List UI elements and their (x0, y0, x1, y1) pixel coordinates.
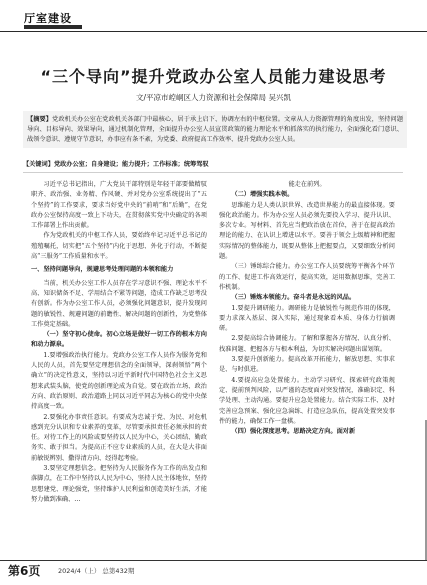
subheading: （一）坚守初心使命。初心立场是做好一切工作的根本方向和动力源泉。 (31, 331, 207, 349)
abstract-label: 【摘要】 (27, 116, 53, 123)
subheading: （三）锤炼本领能力。奋斗者是永远的风品。 (231, 294, 356, 302)
paragraph: 思维能力是人类认识世界、改造世界能力的最直接体现。要强化政治能力。作为办公室人员必须先要投入学习、提升认识、多次专业。写材料、首先应当把政治放在首位，善于在提高政治理论的能力、在认识上增进以水平。要善于领会上级精神和把握实际情况的整体能力，既要从整体上把握要点，又要细致分析问题。 (219, 201, 395, 261)
section-tab: 厅室建设 (24, 12, 72, 25)
section-heading: 一、坚持问题导向，规避思考处理问题的本领和能力 (31, 266, 174, 274)
paragraph: 习近平总书记指出，广大党员干部特别是年轻干部要做精驭职齐、政治强、业务精、作风硬、并对党办公室系统提出了“五个坚持”的工作要求，要求当好党中央的“前哨”和“后勤”，在党政办公室保持高度一致上下功夫，在贯彻落实党中央确定的各项工作部署上作出贡献。 (31, 181, 207, 230)
paragraph: 能走在前列。 (288, 181, 326, 188)
left-column (31, 180, 207, 554)
paragraph: 4.要提高应急处置能力。主动学习研究、探索研究政策规定、提前预判风险，以严谨的态度面对突发情况，准确识定、科学处理、主动沟通。要提升应急处置能力。结合实际工作、及时完善应急预案、强化应急演练、打造应急队伍，提高处置突发事件的能力，确保工作一盘棋。 (219, 376, 395, 425)
footer-divider (0, 560, 427, 561)
section-tab-bar (24, 25, 82, 29)
header-divider (0, 31, 427, 32)
paragraph: （三）锤练综合能力。办公室工作人员要统筹平衡各个环节的工作、促进工作高效运行，提高实效，运用数据思维，完善工作机制。 (219, 263, 395, 291)
keywords-divider (23, 172, 403, 173)
paragraph: 1.要提升调研能力。调研能力是敏锐性与规范作用的体现，要力求深入基层、深入实际，通过现象看本质、身体力行搞调研。 (219, 304, 395, 333)
paragraph: 3.要坚定理想信念。把坚持为人民服务作为工作的出发点和落脚点，在工作中坚持以人民为中心，坚持人民主体地位，坚持思想建党、理论强党，坚持维护人民利益和创造美好生活，才能努力做到准确、… (31, 465, 207, 503)
right-column (219, 180, 395, 554)
keywords (23, 160, 399, 170)
article-title: “三个导向”提升党政办公室人员能力建设思考 (40, 67, 387, 86)
paragraph: 3.要提升创新能力。提高改革开拓能力，解放思想、实事求是、与时俱进。 (219, 356, 395, 374)
byline: 文/平凉市崆峒区人力资源和社会保障局 吴兴凯 (136, 93, 291, 102)
paragraph: 2.要强化办事责任意识。有要成为忠诚于党、为民、对危机感到充分认识和专业素养的变革，尽管要承担责任必须承担的责任。对待工作上的风险或要坚持以人民为中心，关心团结、勤政务实、敢于担当。为提高正不应专业素质的人员，在大是大非面前敏锐辨别、撒得清方向、经得起考验。 (31, 413, 207, 462)
abstract-text: 党政机关办公室在党政机关各部门中最核心，居于承上启下、协调左右的中枢位置。文章从人力资源管理的角度出发，坚持问题导向、目标导向、效果导向，通过机制化管理，全面提升办公室人员宣贯政策的能力理论水平和抓落实的执行能力，全面强化看门意识、战领令意识、遵规守节意识，办事应有条不紊，为党委、政府提高工作效率、提升党政办公室人员。 (27, 116, 404, 143)
subheading: （二）增强实践本领。 (231, 191, 294, 199)
paragraph: 当前，机关办公室工作人员存在学习意识不强、理论水平不高、知识储备不足、学用结合不紧等问题，造成工作缺乏思考没有创新。作为办公室工作人员，必须强化问题意识，提升发现问题的敏锐性、规避问题的前瞻性、解决问题的创新性，为党整体工作奠定基础。 (31, 279, 207, 328)
issue-info: 2024/4（上） 总第432期 (58, 567, 135, 575)
paragraph: 2.要提高综合协调能力。了解和掌握各方情况、认真分析、找准问题、把握各方与根本利益，为切实解决问题出谋划策。 (219, 335, 395, 353)
keywords-text: 党政办公室；自身建设；能力提升；工作标准；统筹驾驭 (53, 161, 209, 168)
page-number: 第6页 (8, 564, 41, 578)
keywords-label: 【关键词】 (23, 161, 54, 168)
paragraph: 作为党政机关的中枢工作人员，要始终牟记习近平总书记的殖殖嘱托，切实把“五个坚持”内化于思想、外化于行动，不断提高“三服务”工作质量和水平。 (31, 232, 207, 261)
abstract-box (23, 111, 407, 148)
paragraph: 1.要增强政治执行能力。党政办公室工作人员作为服务党和人民的人员，首先要坚定理想信念的全面领导，深刹领悟“两个确立”的决定性意义，坚持以习近平新时代中国特色社会主义思想来武装头脑，使党的创新理论成为自觉。要在政治立场、政治方向、政治原则、政治道路上同以习近平同志为核心的党中央保持高度一致。 (31, 351, 207, 411)
subheading: （四）强化深度思考。思路决定方向。面对新 (231, 428, 356, 436)
